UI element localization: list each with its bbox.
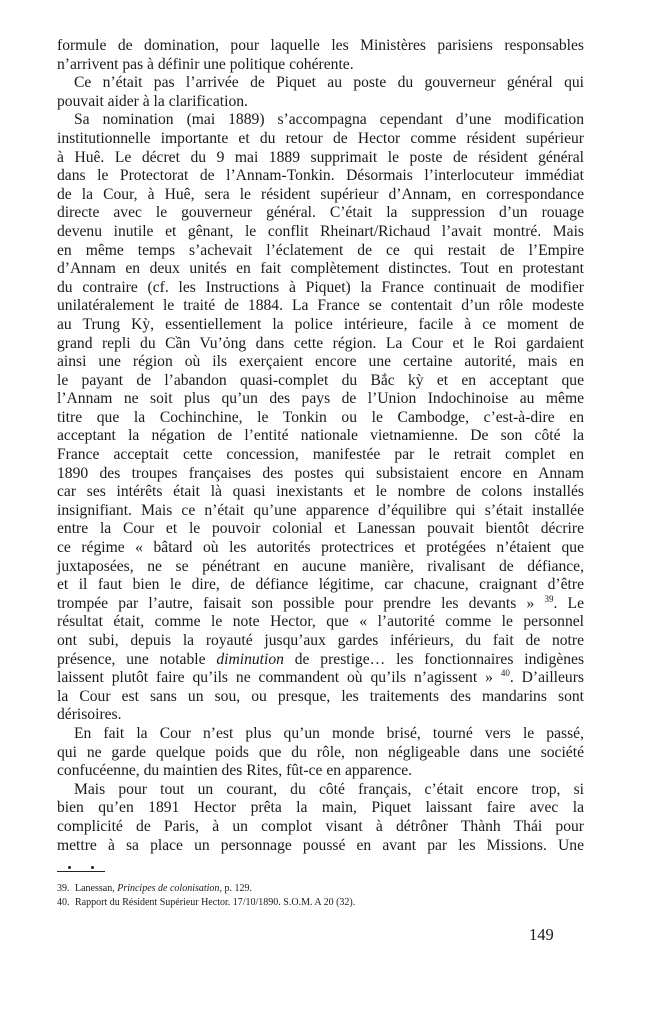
line-text: l’Annam ne soit plus qu’un des pays de l’Union Indochinoise au même: [57, 390, 584, 408]
line-text: ainsi une région où ils exerçaient encore une certaine autorité, mais en: [57, 353, 584, 371]
text-line: [57, 595, 584, 614]
text-line: [57, 372, 584, 391]
text-line: [57, 297, 584, 316]
text-line: [57, 632, 584, 651]
text-line: [57, 427, 584, 446]
footnote-rule: [57, 871, 105, 872]
footnote-title: Principes de colonisation: [117, 883, 220, 894]
line-text: résultat était, comme le note Hector, que « l’autorité comme le personnel: [57, 613, 584, 631]
text-line: [57, 558, 584, 577]
text-line: [57, 837, 584, 856]
footnote-ref: 39: [544, 593, 554, 604]
text-line: [57, 502, 584, 521]
text-line: [57, 576, 584, 595]
text-line: [57, 353, 584, 372]
text-line: [57, 167, 584, 186]
line-text: dérisoires.: [57, 706, 122, 724]
text-line: [57, 799, 584, 818]
footnotes: [57, 882, 584, 910]
text-line: [57, 781, 584, 800]
text-line: [57, 37, 584, 56]
text-line: [57, 483, 584, 502]
line-text: juxtaposées, ne se pénétrant en aucune manière, rivalisant de défiance,: [57, 557, 584, 575]
line-text: formule de domination, pour laquelle les Ministères parisiens responsables: [57, 37, 584, 54]
line-text: qui ne garde quelque poids que du rôle, non négligeable dans une société: [57, 743, 584, 761]
line-text: unilatéralement le traité de 1884. La France se contentait d’un rôle modeste: [57, 297, 584, 315]
line-text: institutionnelle importante et du retour de Hector comme résident supérieur: [57, 129, 584, 147]
text-line: [57, 74, 584, 93]
text-line: [57, 688, 584, 707]
line-text: à Huê. Le décret du 9 mai 1889 supprimait le poste de résident général: [57, 148, 584, 166]
footnote-40: [57, 896, 584, 910]
text-line: [57, 725, 584, 744]
footnote-ref: 40: [500, 668, 510, 679]
line-text: entre la Cour et le pouvoir colonial et Lanessan pouvait bientôt décrire: [57, 520, 584, 538]
emphasis-text: diminution: [216, 650, 284, 668]
line-text: Sa nomination (mai 1889) s’accompagna cependant d’une modification: [74, 111, 584, 129]
line-text: complicité de Paris, à un complot visant à détrôner Thành Thái pour: [57, 817, 584, 835]
line-text: en même temps s’achevait l’éclatement de ce qui restait de l’Empire: [57, 241, 584, 259]
text-line: [57, 613, 584, 632]
text-line: [57, 111, 584, 130]
line-text: En fait la Cour n’est plus qu’un monde brisé, tourné vers le passé,: [74, 724, 584, 742]
text-line: [57, 335, 584, 354]
line-text: confucéenne, du maintien des Rites, fût-ce en apparence.: [57, 762, 413, 780]
text-line: [57, 706, 584, 725]
line-text: présence, une notable: [57, 650, 217, 668]
text-line: [57, 446, 584, 465]
text-line: [57, 762, 584, 781]
line-text: titre que la Cochinchine, le Tonkin ou le Cambodge, c’est-à-dire en: [57, 408, 584, 426]
line-text: car ses intérêts était là quasi inexistants et le nombre de colons installés: [57, 483, 584, 501]
line-text: acceptant la négation de l’entité nationale vietnamienne. De son côté la: [57, 427, 584, 445]
text-line: [57, 465, 584, 484]
line-text: d’Annam en deux unités en fait complètement distinctes. Tout en protestant: [57, 260, 584, 278]
line-text: bien qu’en 1891 Hector prêta la main, Piquet laissant faire avec la: [57, 799, 584, 817]
text-line: [57, 669, 584, 688]
line-text: insignifiant. Mais ce n’était qu’une apparence d’équilibre qui s’était installée: [57, 501, 584, 519]
line-text: devenu inutile et gênant, le conflit Rheinart/Richaud l’avait montré. Mais: [57, 222, 584, 240]
text-line: [57, 242, 584, 261]
line-text: France acceptait cette concession, manifestée par le retrait complet en: [57, 446, 584, 464]
text-line: [57, 409, 584, 428]
line-text: au Trung Kỳ, essentiellement la police intérieure, facile à ce moment de: [57, 315, 584, 333]
line-text: directe avec le gouverneur général. C’était la suppression d’un rouage: [57, 204, 584, 222]
body-text: [57, 37, 584, 855]
text-line: [57, 651, 584, 670]
line-text: Ce n’était pas l’arrivée de Piquet au poste du gouverneur général qui: [74, 74, 584, 92]
line-text: ce régime « bâtard où les autorités protectrices et protégées n’étaient que: [57, 539, 584, 557]
text-line: [57, 260, 584, 279]
text-line: [57, 130, 584, 149]
footnote-text: Rapport du Résident Supérieur Hector. 17/10/1890. S.O.M. A 20 (32).: [75, 897, 356, 908]
line-text: trompée par l’autre, faisait son possible pour prendre les devants »: [57, 594, 545, 612]
line-text: 1890 des troupes françaises des postes qui subsistaient encore en Annam: [57, 464, 584, 482]
line-text: ont subi, depuis la royauté jusqu’aux gardes inférieurs, du fait de notre: [57, 632, 584, 649]
line-text: n’arrivent pas à définir une politique cohérente.: [57, 55, 354, 73]
rule-dot: [91, 866, 94, 869]
text-line: [57, 186, 584, 205]
line-text: la Cour est sans un sou, ou presque, les traitements des mandarins sont: [57, 687, 584, 705]
text-line: [57, 744, 584, 763]
line-text: de prestige… les fonctionnaires indigènes: [283, 650, 585, 668]
text-line: [57, 149, 584, 168]
rule-dot: [68, 866, 71, 869]
line-text: . Le: [553, 594, 584, 612]
line-text: laissent plutôt faire qu’ils ne commandent où qu’ils n’agissent »: [57, 669, 501, 687]
footnote-text: Lanessan,: [75, 883, 118, 894]
footnote-number: 39.: [57, 883, 70, 894]
line-text: dans le Protectorat de l’Annam-Tonkin. Désormais l’interlocuteur immédiat: [57, 167, 584, 185]
text-line: [57, 390, 584, 409]
line-text: le payant de l’abandon quasi-complet du Bắc kỳ et en acceptant que: [57, 371, 584, 389]
text-line: [57, 520, 584, 539]
text-line: [57, 539, 584, 558]
line-text: du contraire (cf. les Instructions à Piquet) la France continuait de modifier: [57, 278, 584, 296]
line-text: . D’ailleurs: [509, 669, 584, 687]
line-text: et il faut bien le dire, de défiance légitime, car chacune, craignant d’être: [57, 576, 584, 594]
text-line: [57, 279, 584, 298]
text-line: [57, 223, 584, 242]
text-line: [57, 316, 584, 335]
text-line: [57, 204, 584, 223]
line-text: mettre à sa place un personnage poussé en avant par les Missions. Une: [57, 836, 584, 854]
page-number: 149: [529, 925, 554, 944]
line-text: grand repli du Cần Vu’ỏng dans cette région. La Cour et le Roi gardaient: [57, 334, 584, 352]
line-text: pouvait aider à la clarification.: [57, 92, 248, 110]
line-text: Mais pour tout un courant, du côté français, c’était encore trop, si: [74, 780, 584, 798]
text-line: [57, 93, 584, 112]
line-text: de la Cour, à Huê, sera le résident supérieur d’Annam, en correspondance: [57, 185, 584, 203]
footnote-number: 40.: [57, 897, 70, 908]
text-line: [57, 818, 584, 837]
footnote-text: , p. 129.: [219, 883, 252, 894]
footnote-39: [57, 882, 584, 896]
text-line: [57, 56, 584, 75]
